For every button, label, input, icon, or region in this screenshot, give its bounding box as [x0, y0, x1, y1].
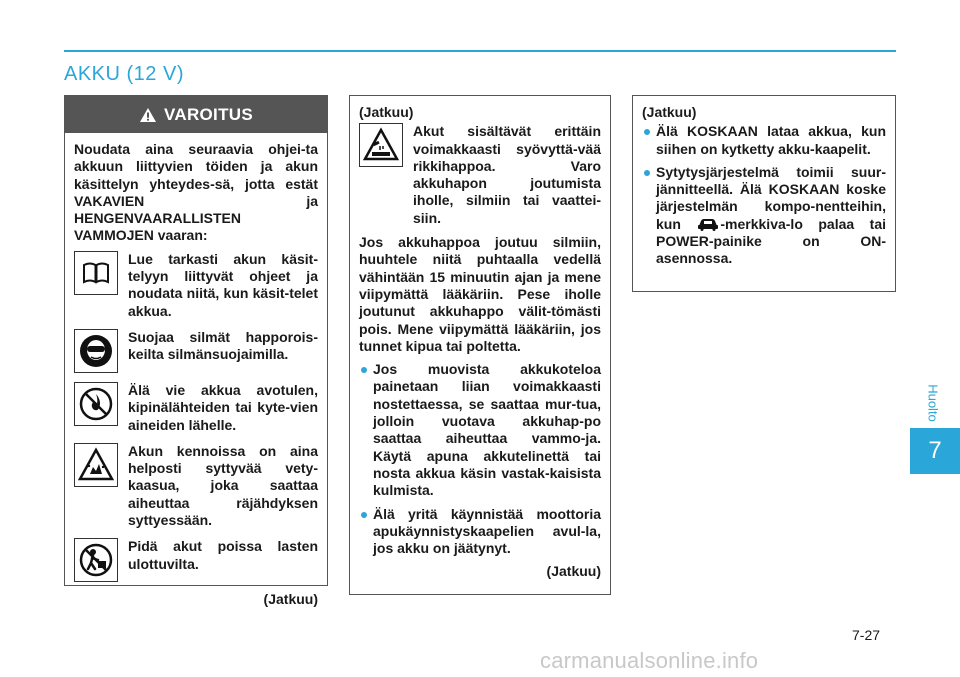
warning-item-text: Pidä akut poissa lasten ulottuvilta. [128, 538, 318, 572]
watermark: carmanualsonline.info [540, 648, 759, 673]
chapter-number: 7 [928, 437, 942, 464]
side-label-text: Huolto [925, 384, 941, 422]
warning-triangle-icon [139, 107, 157, 123]
continued-label: (Jatkuu) [263, 591, 318, 608]
acid-warning-item [359, 123, 601, 227]
eye-protection-icon [78, 333, 114, 369]
warning-item [74, 251, 318, 320]
corrosive-acid-icon [363, 127, 399, 163]
warning-box [64, 95, 328, 608]
warning-body [65, 133, 327, 609]
warning-item-text: Akun kennoissa on aina helposti syttyvää vety-kaasua, joka saattaa aiheuttaa räjähdyksen syttyessään. [128, 442, 318, 529]
continued-box-middle [349, 95, 611, 595]
section-title: AKKU (12 V) [64, 63, 184, 85]
continued-box-right [632, 95, 896, 292]
continued-heading: (Jatkuu) [642, 104, 697, 120]
bullet-text-before: Sytytysjärjestelmä toimii suur-jännitteellä. Älä KOSKAAN koske järjestelmän kompo-nentteihin, kun [656, 163, 886, 232]
warning-item [74, 443, 318, 529]
bullet-item: Älä yritä käynnistää moottoria apukäynnistyskaapelien avul-la, jos akku on jäätynyt. [359, 506, 601, 558]
top-rule [64, 50, 896, 52]
warning-item-text: Lue tarkasti akun käsit-telyyn liittyvät ohjeet ja noudata niitä, kun käsit-telet akkua. [128, 250, 318, 319]
chapter-tab [910, 428, 960, 474]
car-ready-icon [696, 217, 720, 231]
warning-item [74, 538, 318, 582]
bullet-list [359, 361, 601, 557]
manual-book-icon [78, 255, 114, 291]
warning-intro: Noudata aina seuraavia ohjei-ta akkuun liittyvien töiden ja akun käsittelyn yhteydes-sä, jotta estät VAKAVIEN ja HENGENVAARALLISTEN VAMMOJEN vaaran: [74, 141, 318, 244]
warning-item [74, 382, 318, 434]
no-open-flame-icon [78, 386, 114, 422]
bullet-list [642, 123, 886, 267]
warning-title: VAROITUS [164, 104, 253, 124]
continued-label: (Jatkuu) [546, 563, 601, 580]
warning-item [74, 329, 318, 373]
bullet-item: Älä KOSKAAN lataa akkua, kun siihen on kytketty akku-kaapelit. [642, 123, 886, 158]
bullet-text-after: -merkkiva-lo palaa tai POWER-painike on ON-asennossa. [656, 215, 886, 267]
page-number: 7-27 [852, 627, 881, 643]
bullet-item [642, 164, 886, 268]
first-aid-paragraph: Jos akkuhappoa joutuu silmiin, huuhtele niitä puhtaalla vedellä vähintään 15 minuutin ajan ja mene viipymättä lääkäriin. Pese iholle joutunut akkuhappo välit-tömästi pois. Mene viipymättä lääkäriin, jos tunnet kipua tai poltetta. [359, 234, 601, 354]
keep-away-children-icon [78, 542, 114, 578]
bullet-item: Jos muovista akkukoteloa painetaan liian voimakkaasti nostettaessa, se saattaa mur-tua, jolloin vuotava akkuhap-po saattaa aiheuttaa vammo-ja. Käytä apuna akkutelinettä tai nosta akkua käsin vastak-kaisista kulmista. [359, 361, 601, 499]
explosion-hazard-icon [78, 447, 114, 483]
warning-header [65, 96, 327, 133]
continued-heading: (Jatkuu) [359, 104, 414, 120]
side-label [922, 378, 944, 428]
warning-item-text: Suojaa silmät happorois-keilta silmänsuojaimilla. [128, 328, 318, 363]
acid-warning-text: Akut sisältävät erittäin voimakkaasti syövyttä-vää rikkihappoa. Varo akkuhapon joutumista iholle, silmiin tai vaattei-siin. [413, 123, 601, 226]
warning-item-text: Älä vie akkua avotulen, kipinälähteiden tai kyte-vien aineiden lähelle. [128, 381, 318, 433]
